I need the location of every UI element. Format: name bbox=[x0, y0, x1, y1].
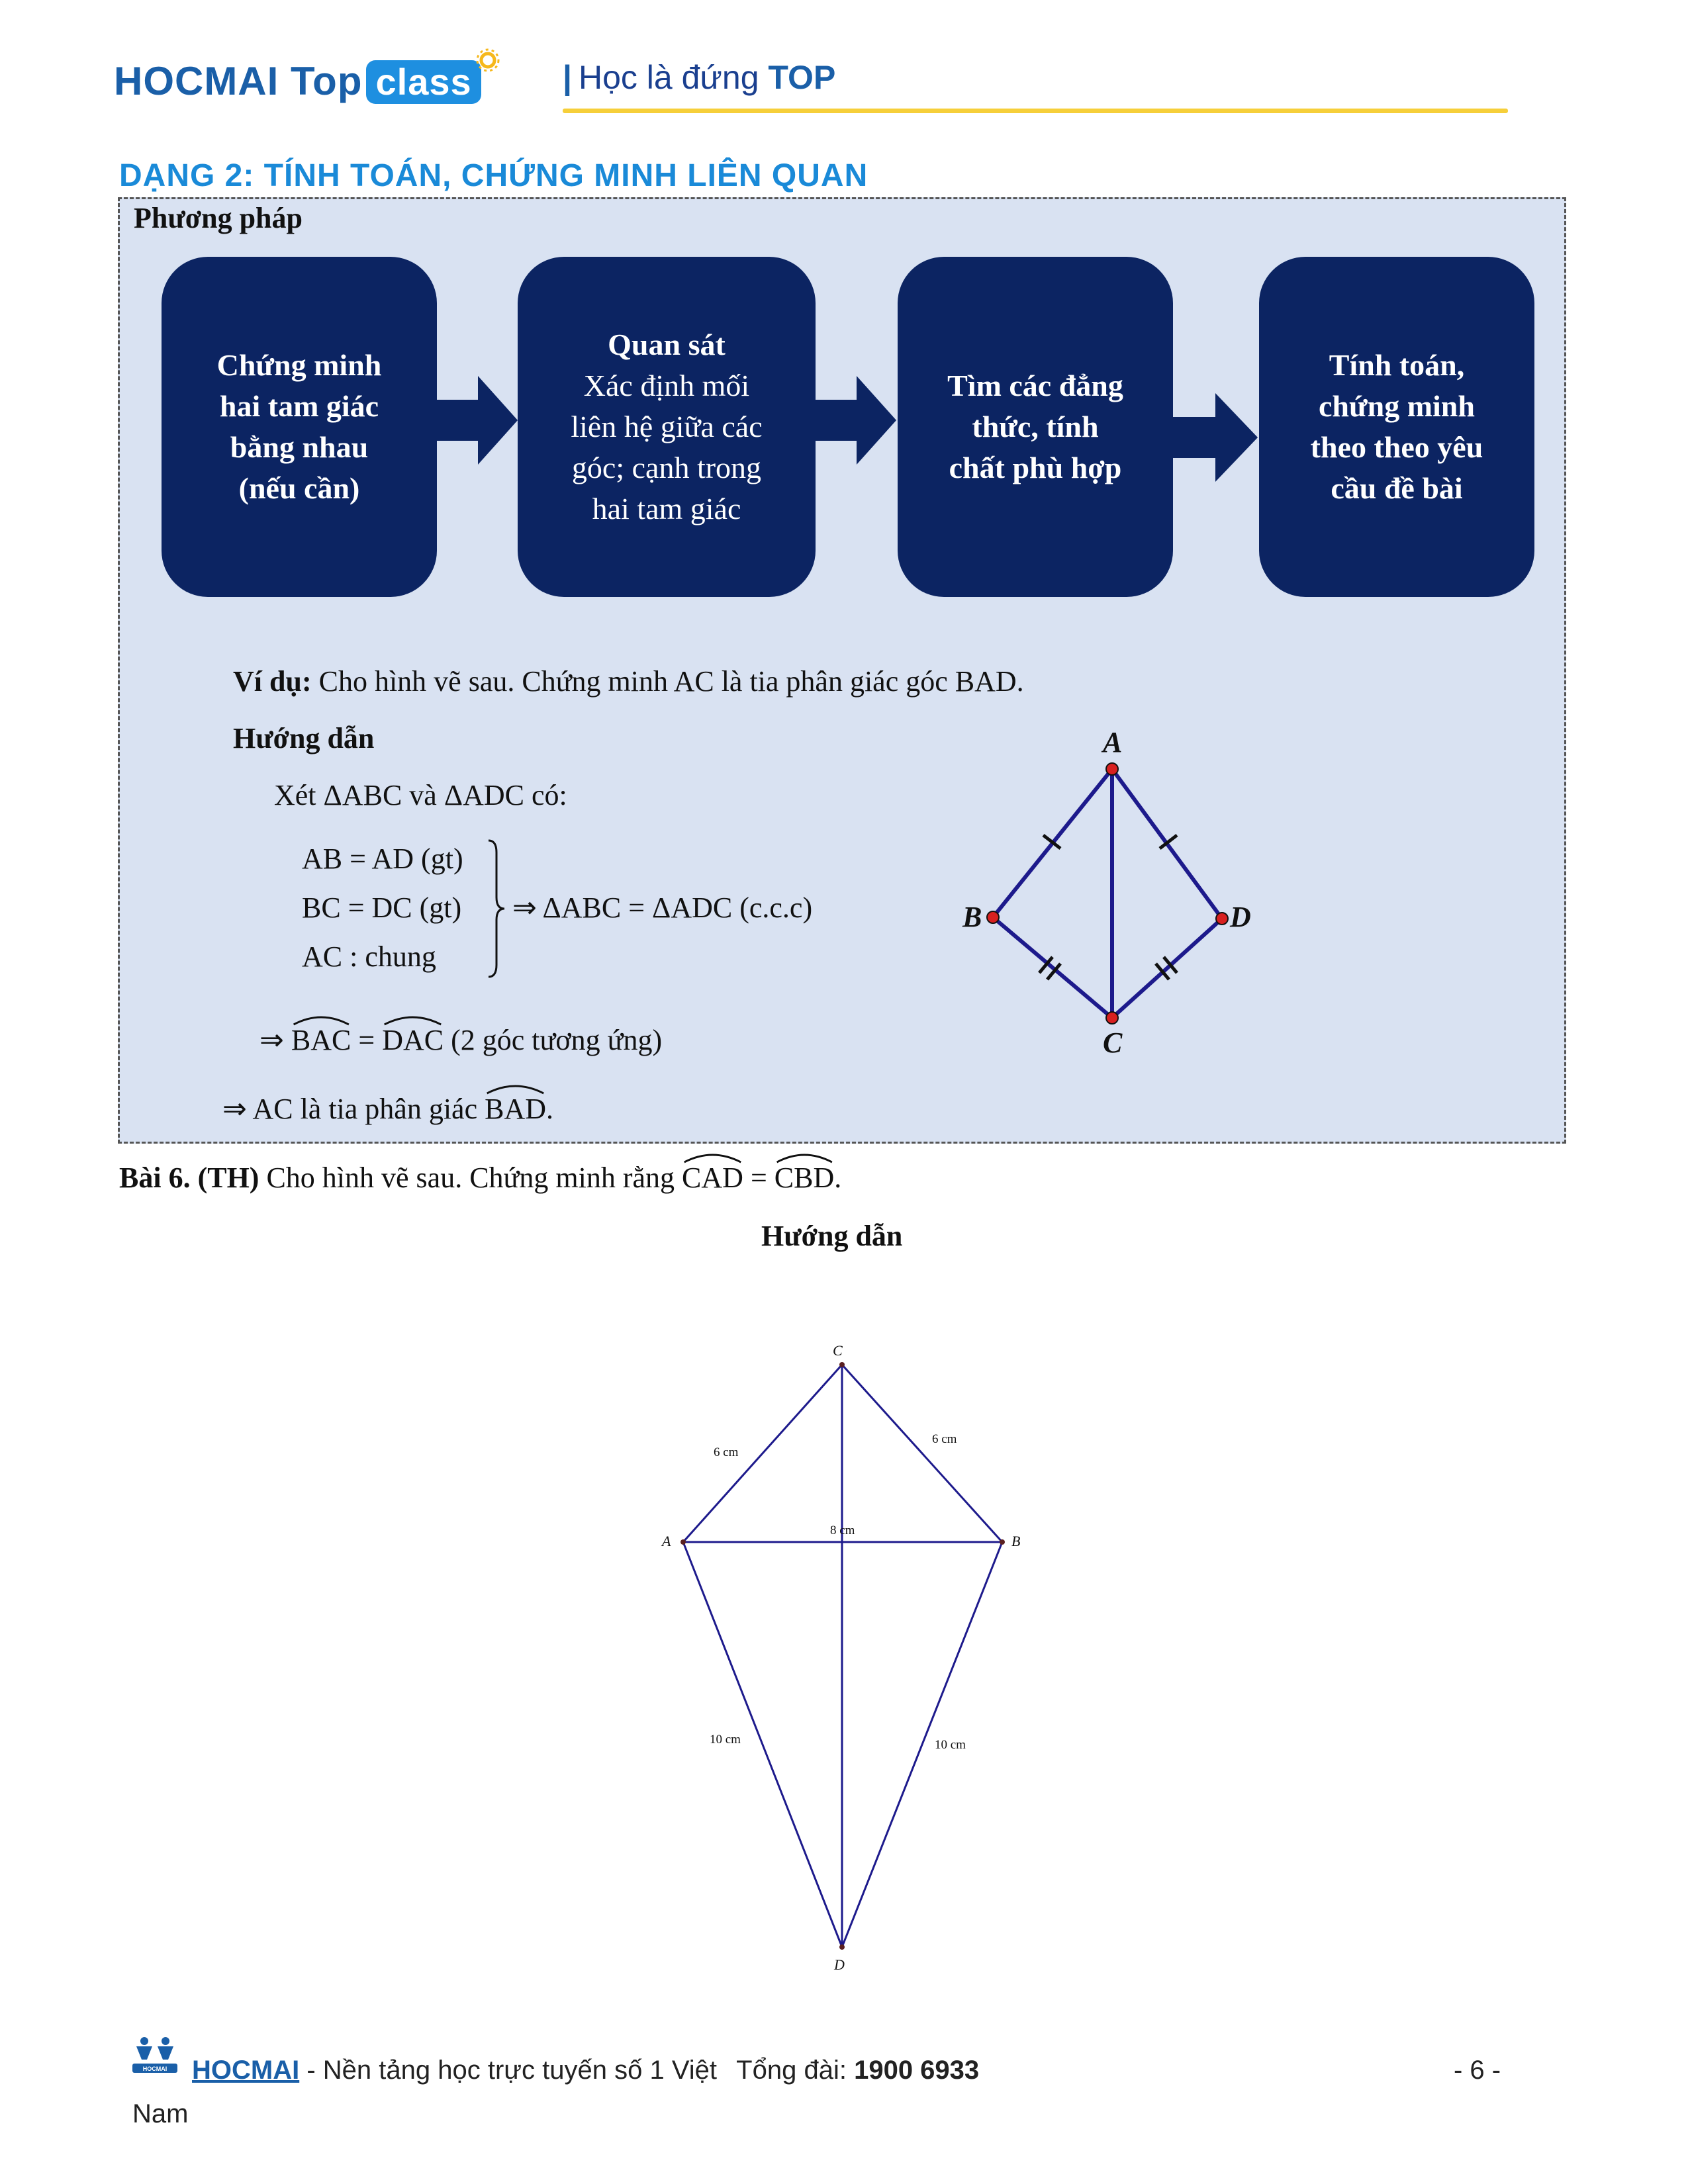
label-d: D bbox=[834, 1956, 845, 1973]
example-figure bbox=[953, 721, 1258, 1079]
example-angle-equality bbox=[259, 1023, 662, 1057]
step-4-line: Tính toán, bbox=[1329, 348, 1465, 382]
step-1-line: hai tam giác bbox=[219, 389, 379, 423]
footer-line bbox=[192, 2056, 979, 2085]
label-c: C bbox=[1103, 1026, 1123, 1059]
step-2-line: liên hệ giữa các bbox=[571, 410, 763, 443]
step-3 bbox=[898, 257, 1173, 597]
sun-icon bbox=[475, 48, 500, 73]
arrow-right-icon bbox=[1173, 388, 1259, 487]
step-4 bbox=[1259, 257, 1534, 597]
footer-text: - Nền tảng học trực tuyến số 1 Việt bbox=[299, 2056, 718, 2085]
exercise-figure bbox=[635, 1330, 1046, 1979]
point-c bbox=[1106, 1012, 1118, 1024]
angle-bad bbox=[485, 1092, 546, 1126]
final-prefix: ⇒ AC là tia phân giác bbox=[222, 1093, 478, 1125]
step-1-line: bằng nhau bbox=[230, 430, 369, 464]
segment-ad bbox=[683, 1542, 842, 1947]
point-b bbox=[1000, 1539, 1005, 1545]
angle-arc bbox=[291, 1010, 351, 1026]
angle-dac-text: DAC bbox=[382, 1024, 444, 1056]
point-d bbox=[839, 1944, 845, 1950]
header-divider bbox=[563, 109, 1508, 113]
segment-dc bbox=[1112, 919, 1222, 1018]
tagline-prefix: Học là đứng bbox=[579, 59, 759, 96]
example-line bbox=[233, 664, 1024, 698]
segment-cb bbox=[842, 1365, 1002, 1542]
length-ad: 10 cm bbox=[710, 1733, 741, 1747]
angle-bad-text: BAD bbox=[485, 1093, 547, 1125]
angle-arc bbox=[485, 1079, 546, 1095]
step-2-line: góc; cạnh trong bbox=[571, 451, 762, 484]
exercise-label: Bài 6. (TH) bbox=[119, 1161, 259, 1194]
footer-brand-link[interactable]: HOCMAI bbox=[192, 2056, 300, 2085]
arrow-right-icon bbox=[816, 371, 898, 470]
equals-sign: = bbox=[358, 1024, 375, 1056]
point-a bbox=[1106, 763, 1118, 775]
example-text: Cho hình vẽ sau. Chứng minh AC là tia phân giác góc BAD. bbox=[318, 665, 1024, 698]
step-1 bbox=[162, 257, 437, 597]
tagline-bar: | bbox=[563, 59, 572, 96]
angle-arc bbox=[382, 1010, 444, 1026]
logo-class-text: class bbox=[366, 60, 481, 104]
length-bd: 10 cm bbox=[935, 1738, 966, 1752]
length-ab: 8 cm bbox=[830, 1524, 855, 1537]
step-4-line: theo theo yêu bbox=[1310, 430, 1483, 464]
point-d bbox=[1216, 913, 1228, 925]
example-conclusion-1: ⇒ ΔABC = ΔADC (c.c.c) bbox=[512, 891, 813, 924]
logo-top-text: Top bbox=[290, 59, 363, 103]
angle-cbd-text: CBD bbox=[774, 1161, 835, 1194]
segment-bc bbox=[993, 917, 1112, 1018]
right-brace bbox=[487, 839, 506, 978]
method-label: Phương pháp bbox=[134, 202, 303, 234]
point-b bbox=[987, 911, 999, 923]
exercise-guide: Hướng dẫn bbox=[761, 1220, 903, 1252]
label-b: B bbox=[1011, 1533, 1021, 1549]
label-d: D bbox=[1230, 901, 1251, 933]
step-3-line: Tìm các đẳng bbox=[947, 369, 1123, 402]
step-2-title: Quan sát bbox=[608, 328, 726, 361]
example-cond-2: BC = DC (gt) bbox=[302, 891, 462, 924]
example-consider: Xét ΔABC và ΔADC có: bbox=[274, 779, 567, 811]
angle-cad bbox=[682, 1161, 743, 1195]
label-c: C bbox=[833, 1342, 843, 1359]
angle-bac bbox=[291, 1023, 351, 1057]
angle-cad-text: CAD bbox=[682, 1161, 743, 1194]
exercise-line bbox=[119, 1161, 841, 1195]
example-cond-3: AC : chung bbox=[302, 940, 436, 973]
arrow-right-icon bbox=[437, 371, 519, 470]
example-guide: Hướng dẫn bbox=[233, 722, 375, 754]
exercise-end: . bbox=[834, 1161, 842, 1194]
final-suffix: . bbox=[546, 1093, 554, 1125]
label-a: A bbox=[662, 1533, 671, 1549]
segment-ca bbox=[683, 1365, 842, 1542]
angle-bac-text: BAC bbox=[291, 1024, 352, 1056]
segment-bd bbox=[842, 1542, 1002, 1947]
step-3-line: thức, tính bbox=[972, 410, 1099, 443]
example-label: Ví dụ: bbox=[233, 665, 312, 698]
step-4-line: chứng minh bbox=[1319, 389, 1475, 423]
section-title: DẠNG 2: TÍNH TOÁN, CHỨNG MINH LIÊN QUAN bbox=[119, 158, 868, 193]
point-a bbox=[680, 1539, 686, 1545]
label-a: A bbox=[1103, 726, 1123, 758]
length-cb: 6 cm bbox=[932, 1432, 957, 1446]
step-1-line: Chứng minh bbox=[216, 348, 382, 382]
footer-hotline-label: Tổng đài: bbox=[736, 2056, 847, 2085]
angle-reason: (2 góc tương ứng) bbox=[451, 1024, 663, 1056]
footer-hotline: 1900 6933 bbox=[854, 2056, 980, 2085]
tagline bbox=[563, 58, 835, 97]
equals-sign: = bbox=[750, 1161, 767, 1194]
angle-arc bbox=[682, 1148, 743, 1163]
step-4-line: cầu đề bài bbox=[1331, 471, 1463, 505]
implies-symbol: ⇒ bbox=[259, 1024, 284, 1056]
length-ca: 6 cm bbox=[714, 1445, 739, 1459]
step-2-line: Xác định mối bbox=[583, 369, 750, 402]
label-b: B bbox=[962, 901, 982, 933]
step-2-line: hai tam giác bbox=[592, 492, 741, 525]
step-1-line: (nếu cần) bbox=[238, 471, 360, 505]
step-3-line: chất phù hợp bbox=[949, 451, 1122, 484]
step-2 bbox=[518, 257, 816, 597]
logo-hocmai-text: HOCMAI bbox=[114, 59, 279, 103]
footer-line-2: Nam bbox=[132, 2099, 189, 2128]
angle-dac bbox=[382, 1023, 444, 1057]
brand-logo bbox=[114, 58, 481, 104]
exercise-text: Cho hình vẽ sau. Chứng minh rằng bbox=[266, 1161, 675, 1194]
example-final bbox=[222, 1092, 553, 1126]
logo-icon-text: HOCMAI bbox=[142, 2066, 167, 2072]
angle-cbd bbox=[774, 1161, 834, 1195]
tagline-top: TOP bbox=[768, 59, 836, 96]
page-number: - 6 - bbox=[1454, 2056, 1501, 2085]
angle-arc bbox=[774, 1148, 834, 1163]
hocmai-logo-icon bbox=[130, 2036, 180, 2077]
example-cond-1: AB = AD (gt) bbox=[302, 842, 463, 875]
point-c bbox=[839, 1362, 845, 1367]
